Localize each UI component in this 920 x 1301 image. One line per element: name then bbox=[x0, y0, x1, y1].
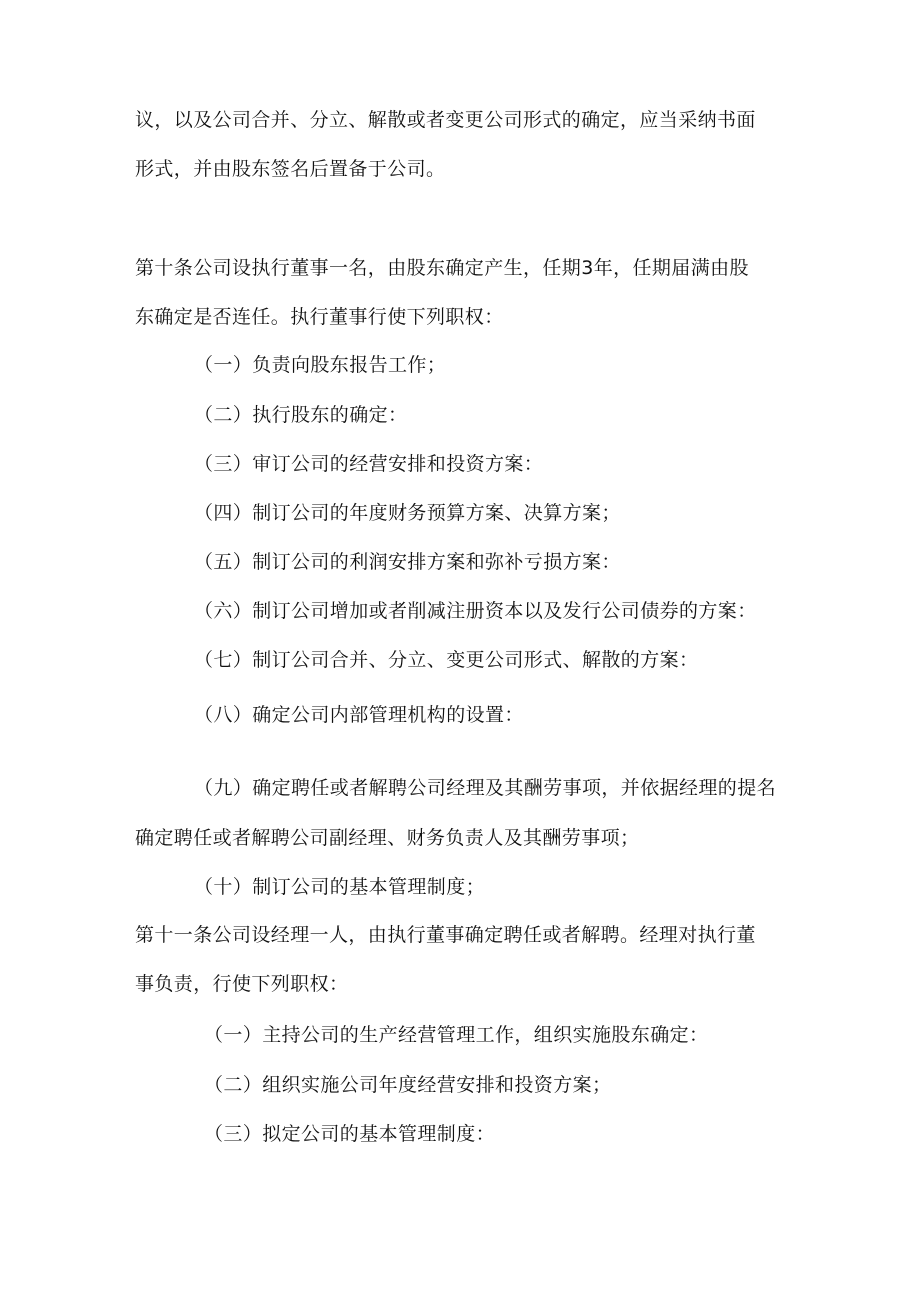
list-item: （二）执行股东的确定： bbox=[194, 404, 408, 426]
list-item: （一）负责向股东报告工作； bbox=[194, 354, 447, 376]
list-item: （六）制订公司增加或者削减注册资本以及发行公司债券的方案： bbox=[194, 600, 757, 622]
article-11-heading: 第十一条公司设经理一人，由执行董事确定聘任或者解聘。经理对执行董 bbox=[135, 924, 756, 946]
list-item: （一）主持公司的生产经营管理工作，组织实施股东确定： bbox=[204, 1024, 709, 1046]
text-line: 事负责，行使下列职权： bbox=[135, 973, 349, 995]
text-line: 确定聘任或者解聘公司副经理、财务负责人及其酬劳事项； bbox=[135, 827, 640, 849]
list-item: （五）制订公司的利润安排方案和弥补亏损方案： bbox=[194, 551, 621, 573]
list-item: （二）组织实施公司年度经营安排和投资方案； bbox=[204, 1074, 612, 1096]
list-item: （十）制订公司的基本管理制度； bbox=[194, 876, 486, 898]
article-10-heading: 第十条公司设执行董事一名，由股东确定产生，任期3年，任期届满由股 bbox=[135, 257, 749, 279]
text-line: 形式，并由股东签名后置备于公司。 bbox=[135, 158, 446, 180]
text-line: 议，以及公司合并、分立、解散或者变更公司形式的确定，应当采纳书面 bbox=[135, 109, 756, 131]
list-item: （三）审订公司的经营安排和投资方案： bbox=[194, 453, 544, 475]
list-item: （九）确定聘任或者解聘公司经理及其酬劳事项，并依据经理的提名 bbox=[194, 777, 777, 799]
text-line: 东确定是否连任。执行董事行使下列职权： bbox=[135, 306, 504, 328]
list-item: （三）拟定公司的基本管理制度： bbox=[204, 1123, 496, 1145]
list-item: （七）制订公司合并、分立、变更公司形式、解散的方案： bbox=[194, 649, 699, 671]
list-item: （八）确定公司内部管理机构的设置： bbox=[194, 704, 524, 726]
list-item: （四）制订公司的年度财务预算方案、决算方案； bbox=[194, 502, 621, 524]
